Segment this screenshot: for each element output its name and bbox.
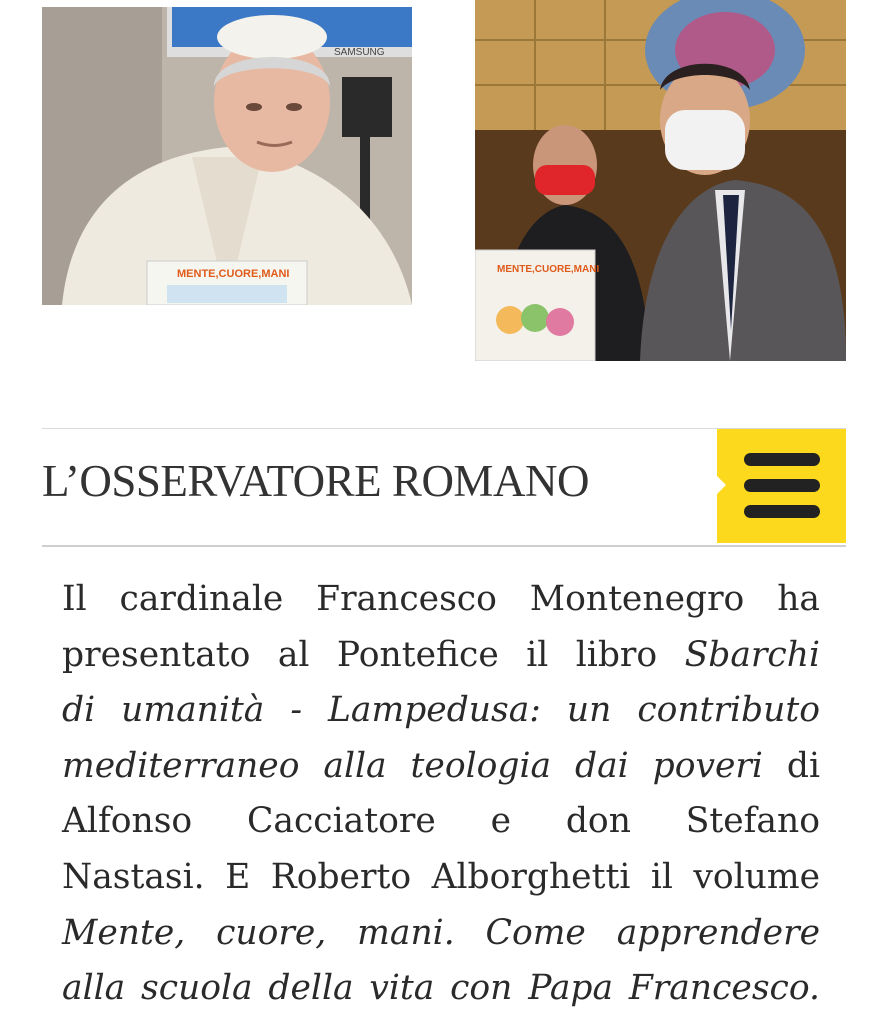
article-line-2: presentato al Pontefice il libro Sbarchi: [62, 634, 820, 675]
photo-pope-with-book: [42, 7, 412, 305]
article-line-4: mediterraneo alla teologia dai poveri di: [62, 745, 820, 786]
book-title-right: MENTE,CUORE,MANI: [497, 264, 600, 275]
menu-button-notch: [716, 475, 726, 495]
article-line-6: Nastasi. E Roberto Alborghetti il volume: [62, 856, 820, 897]
book-title-left: MENTE,CUORE,MANI: [177, 268, 290, 280]
article-line-1: Il cardinale Francesco Montenegro ha: [62, 579, 820, 619]
article-line-7: [62, 906, 820, 962]
screen-brand-text: SAMSUNG: [334, 47, 385, 58]
menu-bar-top: [744, 453, 820, 466]
site-logo[interactable]: L’OSSERVATORE ROMANO: [42, 456, 589, 506]
photo-men-illustration: [475, 0, 846, 361]
article-line-5: Alfonso Cacciatore e don Stefano: [62, 801, 820, 842]
photo-men-with-book: [475, 0, 846, 361]
menu-button[interactable]: [717, 429, 846, 543]
book-title-sbarchi: Sbarchi: [684, 634, 820, 675]
site-header: [42, 428, 846, 547]
photo-pope-illustration: [42, 7, 412, 305]
book-title-mente: Mente, cuore, mani. Come apprendere: [62, 912, 820, 953]
menu-bar-bottom: [744, 505, 820, 518]
menu-bar-middle: [744, 479, 820, 492]
article-line-8: alla scuola della vita con Papa Francesco.: [62, 968, 820, 1009]
article-body: [62, 572, 820, 1017]
article-line-3: di umanità - Lampedusa: un contributo: [62, 690, 820, 731]
